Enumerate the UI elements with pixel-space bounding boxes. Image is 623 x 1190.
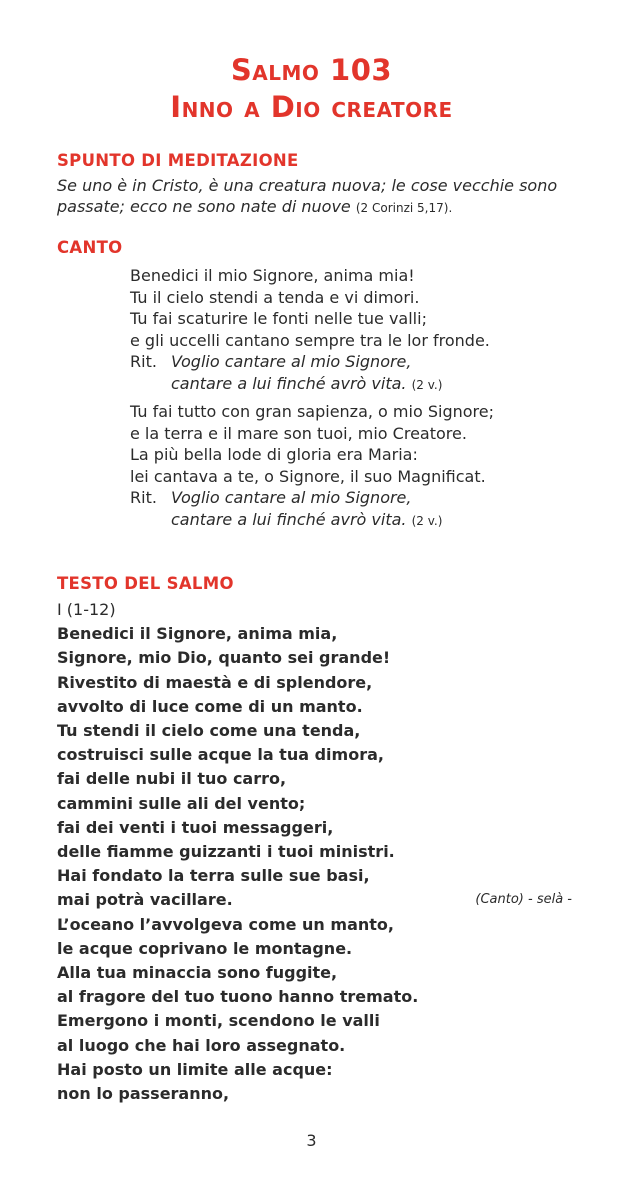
psalm-verse: Signore, mio Dio, quanto sei grande! [57, 648, 391, 668]
psalm-number-title: Salmo 103 [230, 53, 393, 87]
psalm-verse: al luogo che hai loro assegnato. [57, 1035, 346, 1055]
psalm-verse: delle fiamme guizzanti i tuoi ministri. [57, 842, 395, 862]
refrain-label: Rit. [130, 352, 157, 371]
psalm-verse: al fragore del tuo tuono hanno tremato. [57, 987, 419, 1007]
refrain-line-2 [130, 509, 494, 533]
psalm-verse: fai dei venti i tuoi messaggeri, [57, 817, 334, 837]
psalm-verse: Hai posto un limite alle acque: [57, 1059, 333, 1079]
psalm-verse: costruisci sulle acque la tua dimora, [57, 745, 384, 765]
psalm-verse: Alla tua minaccia sono fuggite, [57, 963, 338, 983]
canto-line: Tu il cielo stendi a tenda e vi dimori. [130, 287, 420, 307]
canto-line: e la terra e il mare son tuoi, mio Creatore. [130, 423, 467, 443]
psalm-verse: mai potrà vacillare. [57, 890, 233, 910]
psalm-verse-with-note [57, 888, 572, 912]
meditation-text: Se uno è in Cristo, è una creatura nuova; le cose vecchie sono passate; ecco ne sono nate di nuove [57, 176, 558, 216]
refrain-line-1 [130, 351, 490, 373]
refrain-text: Voglio cantare al mio Signore, [171, 352, 412, 371]
psalm-verse: Emergono i monti, scendono le valli [57, 1011, 380, 1031]
page-number: 3 [306, 1131, 317, 1150]
canto-heading: CANTO [57, 238, 123, 257]
canto-line: Benedici il mio Signore, anima mia! [130, 266, 415, 285]
psalm-heading: TESTO DEL SALMO [57, 574, 234, 593]
canto-line: e gli uccelli cantano sempre tra le lor fronde. [130, 330, 490, 350]
psalm-verse: L’oceano l’avvolgeva come un manto, [57, 914, 394, 934]
psalm-subtitle: Inno a Dio creatore [170, 90, 453, 124]
psalm-verse: Hai fondato la terra sulle sue basi, [57, 866, 370, 886]
canto-line: lei cantava a te, o Signore, il suo Magnificat. [130, 466, 486, 486]
refrain-text: cantare a lui finché avrò vita. [171, 373, 407, 393]
refrain-repeat: (2 v.) [411, 377, 443, 392]
refrain-line-2 [130, 373, 490, 397]
canto-line: Tu fai scaturire le fonti nelle tue valli; [130, 309, 427, 328]
meditation-heading: SPUNTO DI MEDITAZIONE [57, 151, 299, 170]
refrain-repeat: (2 v.) [411, 513, 443, 528]
refrain-line-1 [130, 487, 494, 509]
canto-stanza-2 [130, 401, 494, 532]
psalm-verse: le acque coprivano le montagne. [57, 938, 353, 958]
canto-stanza-1 [130, 265, 490, 396]
refrain-text: Voglio cantare al mio Signore, [171, 488, 412, 507]
canto-sela-note: (Canto) - selà - [475, 892, 572, 908]
psalm-text [57, 598, 572, 1106]
psalm-verse: non lo passeranno, [57, 1084, 230, 1104]
psalm-verse: avvolto di luce come di un manto. [57, 696, 363, 716]
psalm-verse: Tu stendi il cielo come una tenda, [57, 721, 361, 741]
psalm-verse: Benedici il Signore, anima mia, [57, 624, 338, 644]
psalm-verse: cammini sulle ali del vento; [57, 793, 306, 813]
canto-line: Tu fai tutto con gran sapienza, o mio Signore; [130, 402, 494, 421]
psalm-verse: fai delle nubi il tuo carro, [57, 769, 287, 789]
psalm-verse: Rivestito di maestà e di splendore, [57, 672, 373, 692]
refrain-label: Rit. [130, 488, 157, 507]
canto-line: La più bella lode di gloria era Maria: [130, 445, 418, 464]
psalm-part-label: I (1-12) [57, 600, 116, 619]
refrain-text: cantare a lui finché avrò vita. [171, 509, 407, 529]
meditation-reference: (2 Corinzi 5,17). [355, 201, 453, 215]
meditation-text-block [57, 175, 572, 219]
page-title [0, 52, 623, 126]
